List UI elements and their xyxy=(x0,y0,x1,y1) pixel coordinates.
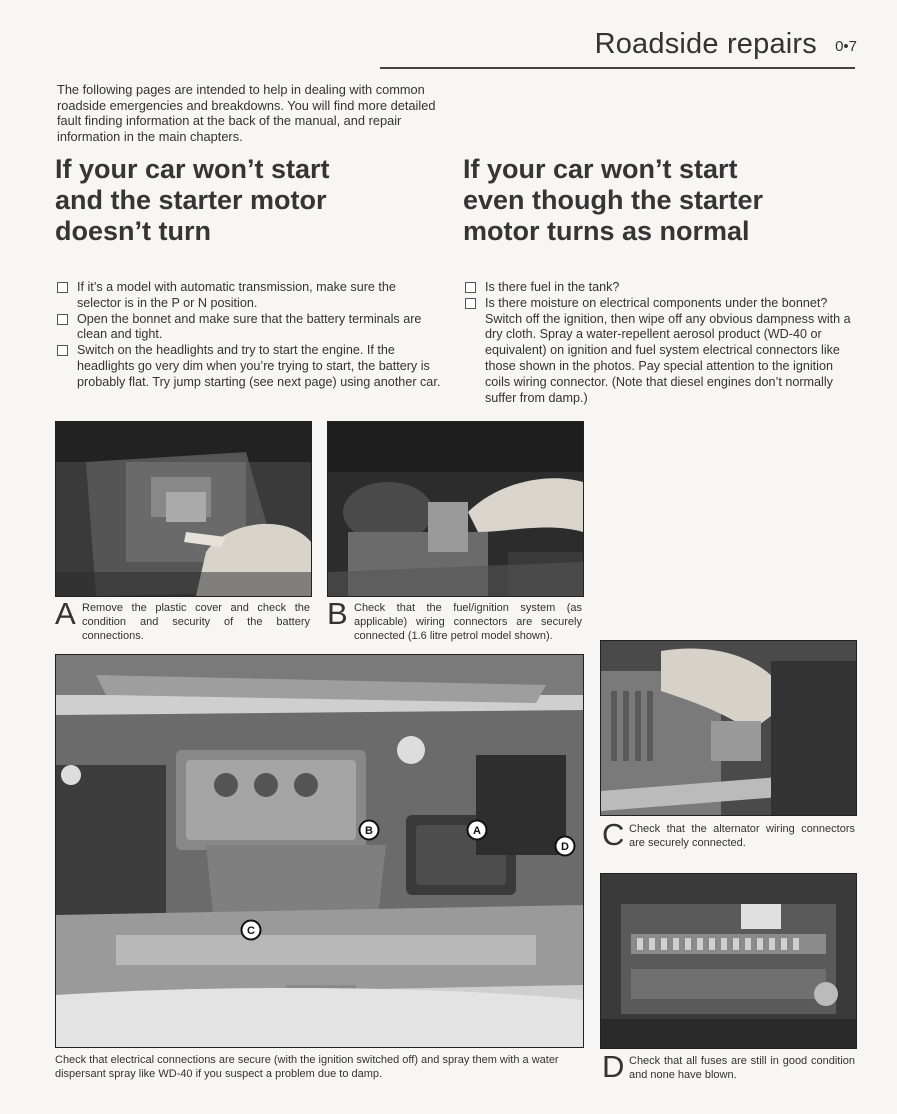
checklist-item xyxy=(57,280,442,312)
checkbox-icon xyxy=(465,282,476,293)
caption-text: Remove the plastic cover and check the condition and security of the battery connections. xyxy=(82,602,310,642)
intro-paragraph: The following pages are intended to help in dealing with common roadside emergencies and breakdowns. You will find more detailed fault finding information at the back of the manual, and repair information in the main chapters. xyxy=(57,82,436,144)
svg-text:B: B xyxy=(365,825,373,837)
left-heading-line: If your car won’t start xyxy=(55,154,330,184)
photo-a-battery xyxy=(55,421,312,597)
caption-text: Check that the alternator wiring connectors are securely connected. xyxy=(629,823,855,849)
checklist-item-text: If it’s a model with automatic transmission, make sure the selector is in the P or N position. xyxy=(77,280,396,310)
caption-letter: C xyxy=(602,817,625,852)
right-heading xyxy=(463,154,863,247)
photo-b-connectors xyxy=(327,421,584,597)
right-checklist xyxy=(465,280,857,406)
left-heading-line: and the starter motor xyxy=(55,185,327,215)
caption-letter: A xyxy=(55,596,76,631)
checklist-item-text: Is there moisture on electrical components under the bonnet? Switch off the ignition, then wipe off any obvious dampness with a dry cloth. Spray a water-repellent aerosol product (WD-40 or equivalent) on ignition and fuel system electrical connectors like those shown in the photos. Pay special attention to the ignition coils wiring connector. (Note that diesel engines don’t normally suffer from damp.) xyxy=(485,295,851,405)
right-heading-line: even though the starter xyxy=(463,185,764,215)
checklist-item xyxy=(57,312,442,344)
checkbox-icon xyxy=(57,345,68,356)
photo-c-alternator xyxy=(600,640,857,816)
right-heading-line: motor turns as normal xyxy=(463,216,750,246)
caption-engine-bay: Check that electrical connections are secure (with the ignition switched off) and spray them with a water dispersant spray like WD-40 if you suspect a problem due to damp. xyxy=(55,1054,559,1080)
caption-text: Check that all fuses are still in good condition and none have blown. xyxy=(629,1055,855,1081)
caption-text: Check that the fuel/ignition system (as applicable) wiring connectors are securely connected (1.6 litre petrol model shown). xyxy=(354,602,582,642)
checklist-item-text: Switch on the headlights and try to start the engine. If the headlights go very dim when you’re trying to start, the battery is probably flat. Try jump starting (see next page) using another car. xyxy=(77,343,441,389)
checkbox-icon xyxy=(57,282,68,293)
caption-c xyxy=(602,817,855,852)
photo-d-fusebox xyxy=(600,873,857,1049)
right-heading-line: If your car won’t start xyxy=(463,154,738,184)
marker-c xyxy=(240,919,262,941)
caption-b xyxy=(327,596,582,643)
checklist-item-text: Open the bonnet and make sure that the battery terminals are clean and tight. xyxy=(77,311,422,342)
svg-text:C: C xyxy=(247,925,255,937)
caption-letter: B xyxy=(327,596,348,631)
checklist-item-text: Is there fuel in the tank? xyxy=(485,280,620,294)
page-header-title: Roadside repairs xyxy=(594,28,817,60)
checklist-item xyxy=(465,296,857,407)
header-rule xyxy=(380,67,855,69)
svg-text:A: A xyxy=(473,825,481,837)
left-checklist xyxy=(57,280,442,391)
left-heading-line: doesn’t turn xyxy=(55,216,211,246)
left-heading xyxy=(55,154,435,247)
caption-a xyxy=(55,596,310,643)
checkbox-icon xyxy=(57,314,68,325)
marker-a xyxy=(466,819,488,841)
marker-b xyxy=(358,819,380,841)
svg-text:D: D xyxy=(561,841,569,853)
photo-engine-bay xyxy=(55,654,584,1048)
marker-d xyxy=(554,835,576,857)
caption-letter: D xyxy=(602,1049,625,1084)
checklist-item xyxy=(465,280,857,296)
checkbox-icon xyxy=(465,298,476,309)
page-number: 0•7 xyxy=(835,38,857,55)
checklist-item xyxy=(57,343,442,390)
caption-d xyxy=(602,1049,855,1084)
